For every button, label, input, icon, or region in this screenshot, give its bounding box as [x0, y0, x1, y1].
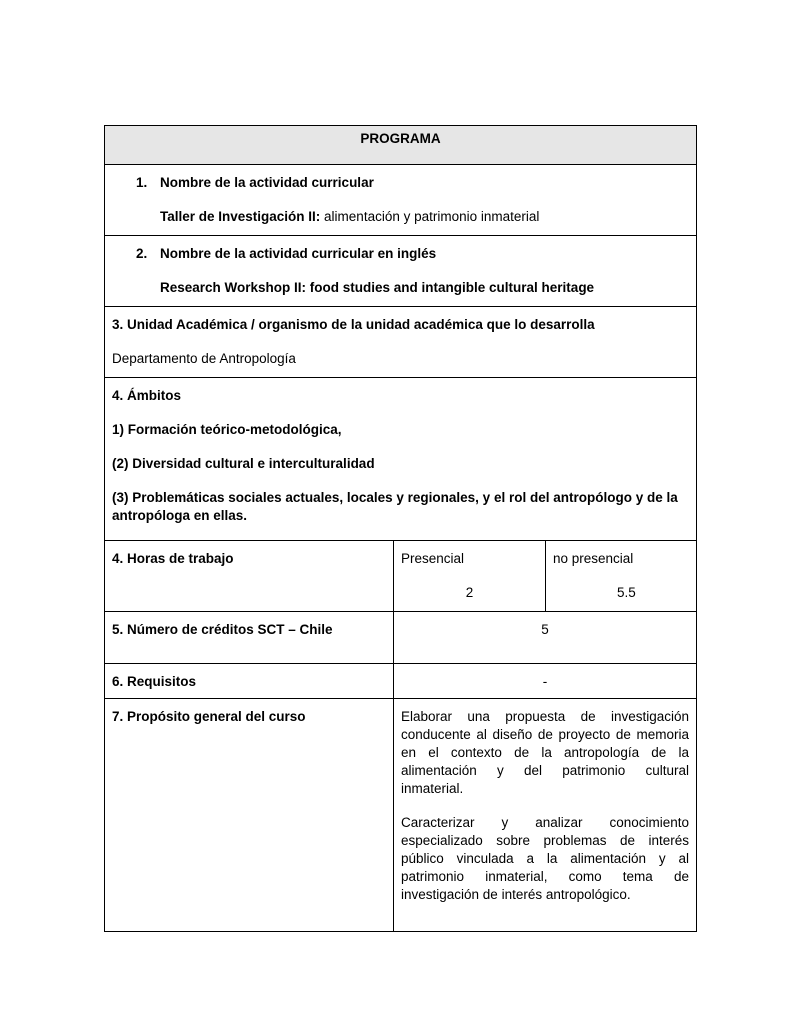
section-4-title: 4. Ámbitos	[112, 388, 182, 403]
section-3-row	[105, 307, 697, 378]
requisitos-value-cell	[394, 664, 697, 699]
section-4-cell	[105, 378, 697, 541]
proposito-value-cell	[394, 699, 697, 932]
section-3-title: 3. Unidad Académica / organismo de la unidad académica que lo desarrolla	[112, 317, 595, 332]
section-1-cell	[105, 165, 697, 236]
section-1-number: 1.	[136, 175, 148, 190]
horas-row	[105, 541, 697, 612]
creditos-title: 5. Número de créditos SCT – Chile	[112, 622, 333, 637]
section-2-row	[105, 236, 697, 307]
ambito-item: 1) Formación teórico-metodológica,	[112, 422, 342, 437]
section-1-value	[112, 208, 689, 226]
section-1-value-rest: alimentación y patrimonio inmaterial	[320, 209, 540, 224]
table-title: PROGRAMA	[105, 126, 697, 165]
section-3-value: Departamento de Antropología	[112, 351, 296, 366]
creditos-row	[105, 612, 697, 664]
creditos-value-cell	[394, 612, 697, 664]
section-2-title: Nombre de la actividad curricular en inglés	[160, 246, 437, 261]
proposito-paragraph: Caracterizar y analizar conocimiento especializado sobre problemas de interés público vinculada a la alimentación y al patrimonio inmaterial, como tema de investigación de interés antropológico.	[401, 815, 689, 902]
proposito-label-cell	[105, 699, 394, 932]
horas-label-cell	[105, 541, 394, 612]
section-2-heading	[112, 245, 689, 263]
no-presencial-cell	[546, 541, 697, 612]
section-1-heading	[112, 174, 689, 192]
requisitos-value: -	[542, 674, 548, 689]
creditos-label-cell	[105, 612, 394, 664]
requisitos-label-cell	[105, 664, 394, 699]
no-presencial-value: 5.5	[617, 585, 636, 600]
proposito-row	[105, 699, 697, 932]
section-1-title: Nombre de la actividad curricular	[160, 175, 374, 190]
ambito-item: (2) Diversidad cultural e interculturalidad	[112, 456, 375, 471]
section-2-value: Research Workshop II: food studies and intangible cultural heritage	[160, 280, 595, 295]
program-table	[104, 125, 697, 932]
horas-title: 4. Horas de trabajo	[112, 551, 234, 566]
requisitos-row	[105, 664, 697, 699]
section-3-cell	[105, 307, 697, 378]
section-1-row	[105, 165, 697, 236]
requisitos-title: 6. Requisitos	[112, 674, 197, 689]
creditos-value: 5	[541, 622, 549, 637]
ambito-item: (3) Problemáticas sociales actuales, locales y regionales, y el rol del antropólogo y de la antropóloga en ellas.	[112, 490, 678, 523]
presencial-cell	[394, 541, 546, 612]
presencial-value: 2	[465, 585, 474, 600]
header-row	[105, 126, 697, 165]
section-1-value-bold: Taller de Investigación II:	[160, 209, 321, 224]
presencial-label: Presencial	[401, 551, 465, 566]
proposito-title: 7. Propósito general del curso	[112, 709, 306, 724]
no-presencial-label: no presencial	[553, 551, 634, 566]
section-4-row	[105, 378, 697, 541]
proposito-paragraph: Elaborar una propuesta de investigación conducente al diseño de proyecto de memoria en el contexto de la antropología de la alimentación y del patrimonio cultural inmaterial.	[401, 709, 689, 796]
section-2-cell	[105, 236, 697, 307]
section-2-number: 2.	[136, 246, 148, 261]
